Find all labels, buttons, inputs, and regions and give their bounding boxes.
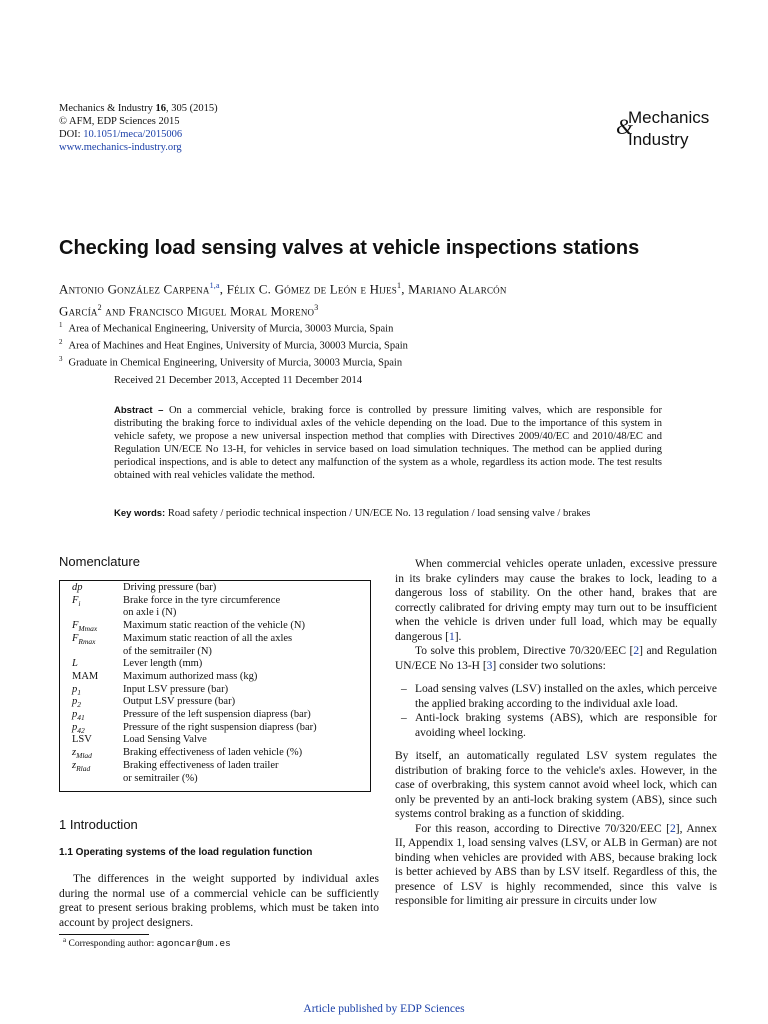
nomenclature-subscript: Mlad	[76, 751, 92, 761]
affiliation-number: 1	[59, 321, 63, 329]
nomenclature-subscript: Rmax	[78, 636, 96, 646]
author-affil-ref: 3	[314, 303, 319, 313]
spacer	[395, 673, 717, 682]
citation-link[interactable]: 2	[669, 822, 676, 835]
nomenclature-subscript: Mmax	[78, 624, 98, 634]
keywords	[114, 507, 662, 520]
author-affil-ref[interactable]: 1,a	[209, 281, 220, 290]
list-dash: –	[401, 712, 407, 724]
author-name: Antonio González Carpena	[59, 281, 210, 297]
nomenclature-description: Pressure of the left suspension diapress (bar)	[123, 709, 311, 720]
nomenclature-description: of the semitrailer (N)	[123, 645, 212, 657]
spacer	[395, 740, 717, 749]
paragraph-text: To solve this problem, Directive 70/320/EEC [	[415, 645, 634, 657]
nomenclature-description: Maximum static reaction of the vehicle (N)	[123, 620, 305, 632]
nomenclature-description: Braking effectiveness of laden trailer	[123, 759, 279, 771]
journal-volume: 16	[155, 103, 167, 114]
logo-ampersand: &	[616, 114, 634, 139]
nomenclature-symbol: p	[72, 696, 78, 708]
publisher-footer[interactable]	[0, 1003, 768, 1015]
intro-paragraph: The differences in the weight supported by individual axles during the normal use of a commercial vehicle can be sufficiently great to present serious braking problems, which must be taken into account by project designers.	[59, 873, 379, 929]
author-affil-ref: 1	[397, 281, 402, 290]
nomenclature-description: Pressure of the right suspension diapress (bar)	[123, 721, 317, 733]
nomenclature-symbol: dp	[72, 582, 83, 593]
abstract-text: On a commercial vehicle, braking force is controlled by pressure limiting valves, which are responsible for distributing the braking force to individual axles of the vehicle depending on the load. Due to the importance of this system in vehicle safety, we propose a new universal inspection method that complies with Directives 2009/40/EC and 2010/48/EC and Regulation UN/ECE No 13-H, for vehicles in service based on load simulation techniques. The method can be applied during periodical inspections, and is able to detect any malfunction of the system as a whole, regardless its action mode. The test results obtained with real vehicles validate the method.	[114, 405, 663, 481]
affiliation-number: 2	[59, 338, 63, 346]
nomenclature-symbol: L	[72, 658, 78, 670]
subsection-heading: 1.1 Operating systems of the load regulation function	[59, 847, 313, 858]
nomenclature-description: Input LSV pressure (bar)	[123, 683, 229, 695]
nomenclature-description: Driving pressure (bar)	[123, 582, 217, 593]
affiliation-item	[59, 319, 408, 336]
nomenclature-description: Output LSV pressure (bar)	[123, 696, 236, 708]
nomenclature-description: Braking effectiveness of laden vehicle (%)	[123, 747, 303, 759]
journal-info	[59, 102, 218, 154]
nomenclature-description: on axle i (N)	[123, 607, 177, 619]
author-line-2	[59, 298, 719, 320]
solutions-list	[395, 682, 717, 740]
journal-citation	[59, 102, 218, 115]
affiliation-text: Area of Machines and Heat Engines, University of Murcia, 30003 Murcia, Spain	[68, 340, 408, 352]
footnote-mark: a	[63, 936, 67, 944]
journal-logo	[616, 104, 726, 156]
keywords-text: Road safety / periodic technical inspection / UN/ECE No. 13 regulation / load sensing valve / brakes	[167, 508, 591, 519]
affiliation-number: 3	[59, 355, 63, 363]
journal-pages-year: , 305 (2015)	[166, 103, 218, 114]
paragraph-text: ] and Regulation UN/ECE No 13-H [	[395, 645, 717, 672]
nomenclature-subscript: 41	[77, 713, 85, 723]
body-paragraph	[395, 822, 717, 909]
author-list	[59, 276, 719, 321]
publisher-footer-link[interactable]: Article published by EDP Sciences	[303, 1003, 465, 1015]
paragraph-text: ], Annex II, Appendix 1, load sensing valves (LSV, or ALB in German) are not binding when vehicles are provided with ABS, because braking lock is better achieved by ABS than by LSV itself. Regardless of this, the presence of LSV is highly recommended, since this valve is responsible for limiting air pressure in circuits under low	[395, 822, 717, 907]
nomenclature-symbol: p	[72, 709, 78, 720]
nomenclature-subscript: 1	[77, 687, 81, 697]
nomenclature-symbol: F	[72, 632, 79, 644]
nomenclature-symbol: p	[72, 721, 78, 733]
list-item	[395, 682, 717, 711]
nomenclature-description: Load Sensing Valve	[123, 734, 207, 746]
author-name: , Mariano Alarcón	[401, 281, 507, 297]
author-name: García	[59, 303, 98, 319]
abstract-label: Abstract –	[114, 405, 164, 416]
nomenclature-subscript: 2	[77, 700, 81, 710]
citation-link[interactable]: 3	[486, 659, 493, 672]
section-heading-introduction: 1 Introduction	[59, 817, 138, 832]
affiliations	[59, 319, 408, 370]
nomenclature-symbol: LSV	[72, 734, 92, 746]
journal-name: Mechanics & Industry	[59, 103, 153, 114]
affiliation-text: Area of Mechanical Engineering, University of Murcia, 30003 Murcia, Spain	[68, 323, 394, 335]
nomenclature-symbol: MAM	[72, 670, 99, 682]
logo-mechanics: Mechanics	[628, 108, 710, 127]
affiliation-text: Graduate in Chemical Engineering, University of Murcia, 30003 Murcia, Spain	[68, 357, 403, 369]
nomenclature-symbol-group	[72, 633, 96, 649]
list-item-text: Load sensing valves (LSV) installed on the axles, which perceive the applied braking according to the individual axle load.	[415, 683, 717, 710]
journal-website-link[interactable]: www.mechanics-industry.org	[59, 142, 182, 153]
doi-line	[59, 128, 218, 141]
body-paragraph: By itself, an automatically regulated LSV system regulates the distribution of braking force to the vehicle's axles. However, in the case of overbraking, this system cannot avoid wheel lock, which can only be prevented by an anti-lock braking system (ABS), since such systems control braking as a function of skidding.	[395, 750, 717, 820]
nomenclature-description: Lever length (mm)	[123, 658, 203, 670]
author-name: and Francisco Miguel Moral Moreno	[101, 303, 315, 319]
nomenclature-subscript: i	[78, 598, 81, 608]
nomenclature-symbol: F	[72, 594, 79, 606]
affiliation-item	[59, 336, 408, 353]
footnote-divider	[59, 934, 149, 935]
nomenclature-symbol: z	[72, 747, 77, 759]
paragraph-text: For this reason, according to Directive 70/320/EEC [	[415, 822, 670, 835]
body-paragraph	[395, 644, 717, 673]
keywords-label: Key words:	[114, 508, 166, 519]
nomenclature-subscript: Rlad	[76, 763, 91, 773]
nomenclature-symbol: p	[72, 683, 78, 695]
paragraph-text: When commercial vehicles operate unladen, excessive pressure in its brake cylinders may cause the brakes to lock, leading to a dangerous loss of stability. On the other hand, brakes that are correctly calibrated for driving empty may turn out to be insufficient when the vehicle is driven under full load, which may be equally dangerous [	[395, 558, 717, 643]
nomenclature-symbol: F	[72, 620, 79, 632]
list-item	[395, 711, 717, 740]
nomenclature-symbol: z	[72, 759, 77, 771]
author-line-1	[59, 276, 719, 298]
doi-link[interactable]: 10.1051/meca/2015006	[83, 129, 183, 140]
affiliation-item	[59, 353, 408, 370]
paragraph-text: ].	[454, 630, 462, 643]
right-column	[395, 557, 717, 909]
citation-link[interactable]: 1	[448, 630, 455, 643]
citation-link[interactable]: 2	[633, 645, 640, 657]
nomenclature-description: Maximum static reaction of all the axles	[123, 632, 293, 644]
author-name: , Félix C. Gómez de León e Hijes	[219, 281, 397, 297]
nomenclature-description: Maximum authorized mass (kg)	[123, 670, 258, 682]
abstract	[114, 404, 662, 482]
nomenclature-description: or semitrailer (%)	[123, 772, 198, 784]
nomenclature-heading: Nomenclature	[59, 554, 140, 569]
footnote-label: Corresponding author:	[66, 939, 157, 950]
footnote	[63, 936, 231, 949]
logo-industry: Industry	[628, 130, 689, 149]
nomenclature-symbol-group	[72, 595, 81, 611]
nomenclature-description: Brake force in the tyre circumference	[123, 594, 281, 606]
received-dates: Received 21 December 2013, Accepted 11 December 2014	[114, 375, 363, 386]
body-paragraph	[395, 557, 717, 644]
author-affil-ref: 2	[97, 303, 102, 313]
nomenclature-table	[59, 580, 371, 792]
paragraph-text: ] consider two solutions:	[492, 659, 606, 672]
list-item-text: Anti-lock braking systems (ABS), which are responsible for avoiding wheel locking.	[415, 712, 717, 739]
nomenclature-symbol-group	[72, 760, 90, 776]
corresponding-email[interactable]: agoncar@um.es	[156, 938, 231, 950]
doi-label: DOI:	[59, 129, 84, 140]
article-title: Checking load sensing valves at vehicle inspections stations	[59, 237, 640, 259]
copyright: © AFM, EDP Sciences 2015	[59, 116, 180, 127]
nomenclature-subscript: 42	[77, 725, 85, 735]
list-dash: –	[401, 683, 407, 695]
